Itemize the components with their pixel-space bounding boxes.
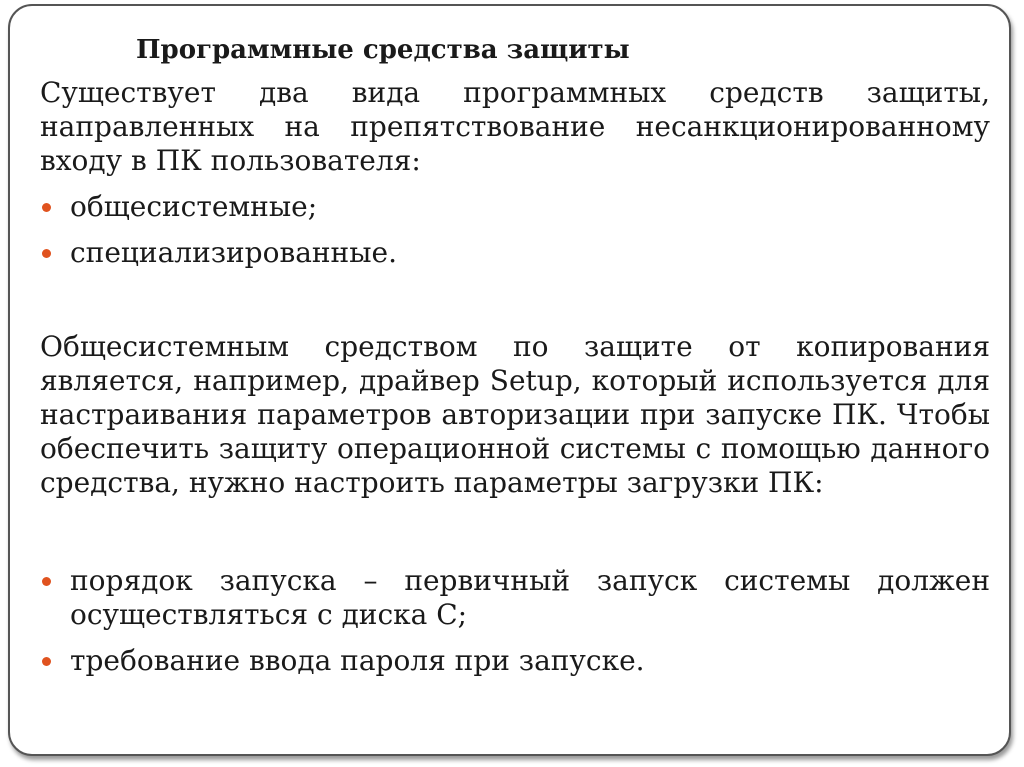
list-item [40, 644, 990, 678]
setup-paragraph: Общесистемным средством по защите от копирования является, например, драйвер Setup, который используется для настраивания параметров авторизации при запуске ПК. Чтобы обеспечить защиту операционной системы с помощью данного средства, нужно настроить параметры загрузки ПК: [40, 330, 990, 499]
list-item [40, 236, 990, 270]
protection-types-list [40, 190, 990, 282]
list-item [40, 190, 990, 224]
list-item-text: общесистемные; [70, 190, 318, 223]
slide-frame [8, 4, 1011, 756]
bullet-dot-icon [42, 203, 51, 212]
intro-paragraph: Существует два вида программных средств защиты, направленных на препятствование несанкционированному входу в ПК пользователя: [40, 76, 990, 177]
bullet-dot-icon [42, 657, 51, 666]
bullet-dot-icon [42, 249, 51, 258]
slide-title: Программные средства защиты [136, 35, 630, 65]
list-item-text: специализированные. [70, 236, 397, 269]
boot-settings-list [40, 564, 990, 690]
list-item [40, 564, 990, 632]
bullet-dot-icon [42, 577, 51, 586]
list-item-text: требование ввода пароля при запуске. [70, 644, 645, 677]
list-item-text: порядок запуска – первичный запуск системы должен осуществляться с диска С; [70, 564, 990, 631]
